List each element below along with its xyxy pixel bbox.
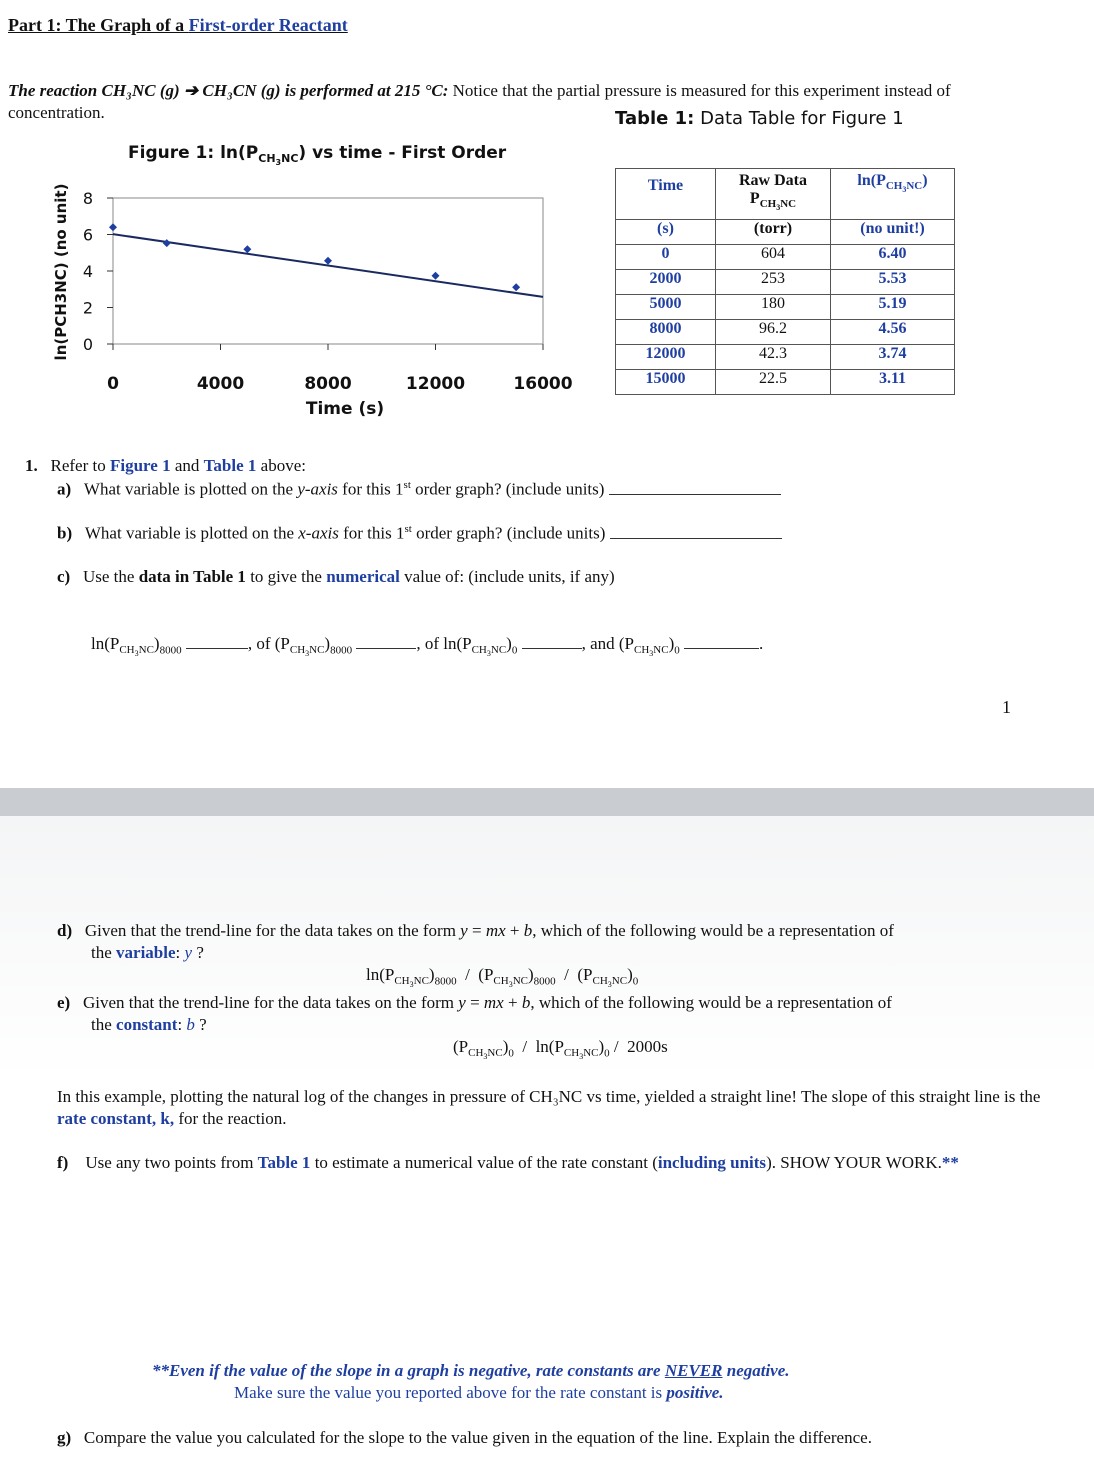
time-cell: 2000	[616, 270, 716, 295]
page-gap	[0, 758, 1094, 788]
ln-pressure-cell: 3.74	[831, 345, 955, 370]
table-row	[616, 320, 955, 345]
reaction-statement: The reaction CH₃NC (g) ➔ CH₃CN (g) is performed at 215 °C:	[8, 81, 449, 100]
figure-1-chart	[0, 0, 620, 440]
time-cell: 12000	[616, 345, 716, 370]
figure-title: Figure 1: $\ln(P_{CH_3NC})$ vs time - First Order	[128, 143, 507, 168]
question-e: e) Given that the trend-line for the data takes on the form y = mx + b, which of the following would be a representation of the constant: b ?	[57, 993, 892, 1034]
table-row	[616, 295, 955, 320]
question-1-intro: 1. Refer to Figure 1 and Table 1 above:	[25, 456, 306, 475]
question-c-blanks: $\ln(P_{CH_3NC})_{8000}$ , of $(P_{CH_3NC})_{8000}$ , of $\ln(P_{CH_3NC})_0$ , and $(P_{CH_3NC})_0$ .	[91, 634, 764, 659]
footnote-negative-slope: **Even if the value of the slope in a graph is negative, rate constants are NEVER negative.	[152, 1361, 790, 1380]
pressure-cell: 180	[716, 295, 831, 320]
time-cell: 5000	[616, 295, 716, 320]
first-order-link[interactable]: First-order Reactant	[188, 15, 348, 35]
ln-pressure-cell: 3.11	[831, 370, 955, 395]
ln-pressure-cell: 5.19	[831, 295, 955, 320]
col-header-ln: $\ln(P_{CH_3NC})$	[831, 169, 955, 220]
time-cell: 0	[616, 245, 716, 270]
table-caption-text: Data Table for Figure 1	[694, 108, 904, 129]
y-tick-label: 0	[82, 335, 93, 354]
ln-pressure-cell: 5.53	[831, 270, 955, 295]
table-caption	[615, 108, 904, 129]
question-c: c) Use the data in Table 1 to give the numerical value of: (include units, if any)	[57, 567, 615, 586]
table-row	[616, 345, 955, 370]
col-unit-time: (s)	[616, 220, 716, 245]
y-tick-label: 6	[82, 225, 93, 245]
y-tick-label: 2	[82, 298, 93, 318]
pressure-cell: 604	[716, 245, 831, 270]
plot-area	[113, 198, 543, 344]
question-d: d) Given that the trend-line for the data takes on the form y = mx + b, which of the following would be a representation of the variable: y ?	[57, 921, 894, 962]
y-tick-label: 4	[82, 262, 93, 281]
intro-rest: Notice that the partial pressure is measured for this experiment instead of concentration.	[8, 81, 951, 122]
x-axis-label: Time (s)	[305, 399, 385, 419]
footnote-positive: Make sure the value you reported above for the rate constant is positive.	[234, 1383, 724, 1402]
ln-pressure-cell: 6.40	[831, 245, 955, 270]
table-caption-label: Table 1:	[615, 108, 695, 129]
question-a: a) What variable is plotted on the y-axis for this 1st order graph? (include units)	[57, 479, 781, 500]
question-d-options: $\ln(P_{CH_3NC})_{8000} / (P_{CH_3NC})_{8000} / (P_{CH_3NC})_0$	[366, 965, 639, 990]
col-header-raw: Raw Data $P_{CH_3NC}$	[716, 169, 831, 220]
pressure-cell: 96.2	[716, 320, 831, 345]
ln-pressure-cell: 4.56	[831, 320, 955, 345]
pressure-cell: 42.3	[716, 345, 831, 370]
example-paragraph: In this example, plotting the natural log of the changes in pressure of CH₃NC vs time, yielded a straight line! The slope of this straight line is the rate constant, k, for the reaction.	[57, 1087, 1041, 1128]
col-header-time: Time	[616, 169, 716, 220]
data-table-1	[615, 168, 955, 395]
x-tick-label: 8000	[304, 374, 352, 394]
table-row	[616, 270, 955, 295]
pressure-cell: 253	[716, 270, 831, 295]
question-e-options: $(P_{CH_3NC})_0 / \ln(P_{CH_3NC})_0 / 2000s$	[453, 1037, 668, 1062]
x-tick-label: 0	[107, 374, 119, 394]
question-b: b) What variable is plotted on the x-axis for this 1st order graph? (include units)	[57, 523, 782, 544]
page-number: 1	[1002, 697, 1011, 717]
x-tick-label: 16000	[513, 374, 573, 394]
part-title-prefix: Part 1: The Graph of a	[8, 15, 189, 35]
y-tick-label: 8	[82, 189, 93, 208]
time-cell: 15000	[616, 370, 716, 395]
table-row	[616, 370, 955, 395]
x-tick-label: 12000	[405, 374, 466, 394]
time-cell: 8000	[616, 320, 716, 345]
page-separator	[0, 788, 1094, 816]
x-tick-label: 4000	[196, 374, 245, 394]
question-f: f) Use any two points from Table 1 to estimate a numerical value of the rate constant (including units). SHOW YOUR WORK.**	[57, 1153, 959, 1172]
col-unit-ln: (no unit!)	[831, 220, 955, 245]
question-g: g) Compare the value you calculated for the slope to the value given in the equation of the line. Explain the difference.	[57, 1428, 872, 1447]
col-unit-raw: (torr)	[716, 220, 831, 245]
pressure-cell: 22.5	[716, 370, 831, 395]
table-row	[616, 245, 955, 270]
y-axis-label: ln(PCH3NC) (no unit)	[52, 183, 70, 361]
